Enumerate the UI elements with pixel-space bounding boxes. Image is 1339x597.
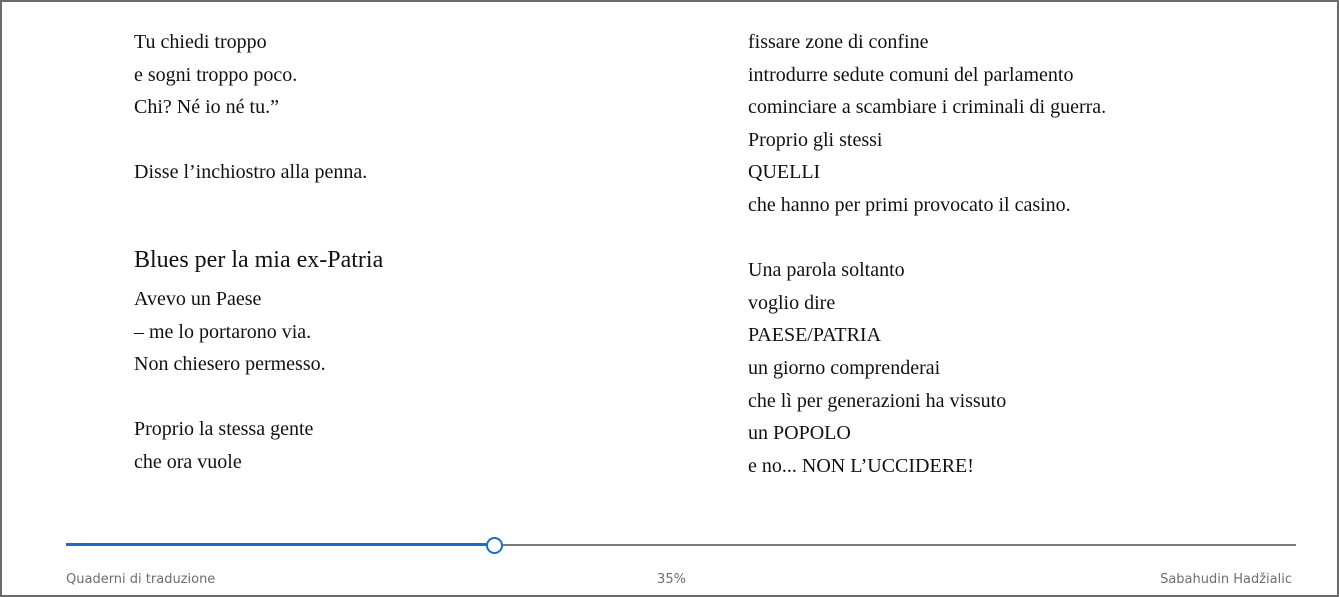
poem-line: un POPOLO <box>748 422 851 445</box>
poem-line: che ora vuole <box>134 450 242 473</box>
progress-fill <box>66 543 494 546</box>
poem-line: fissare zone di confine <box>748 31 929 53</box>
poem-line: e sogni troppo poco. <box>134 63 298 86</box>
poem-line: Una parola soltanto <box>748 259 905 282</box>
book-title: Quaderni di traduzione <box>66 572 216 587</box>
right-page <box>748 26 1268 482</box>
poem-line: Disse l’inchiostro alla penna. <box>134 161 368 184</box>
poem-line: QUELLI <box>748 161 821 184</box>
author-name: Sabahudin Hadžialic <box>1160 572 1292 587</box>
poem-line: che lì per generazioni ha vissuto <box>748 389 1007 412</box>
poem-line: PAESE/PATRIA <box>748 324 882 347</box>
poem-line: che hanno per primi provocato il casino. <box>748 193 1071 216</box>
poem-line: un giorno comprenderai <box>748 356 941 379</box>
poem-title: Blues per la mia ex-Patria <box>134 246 384 273</box>
poem-line: Proprio gli stessi <box>748 128 883 151</box>
poem-line: Tu chiedi troppo <box>134 31 267 53</box>
poem-line: cominciare a scambiare i criminali di guerra. <box>748 96 1107 119</box>
progress-thumb[interactable] <box>486 537 503 554</box>
left-page <box>134 26 654 479</box>
poem-line: Non chiesero permesso. <box>134 353 326 376</box>
poem-line: Chi? Né io né tu.” <box>134 96 279 119</box>
reading-progress-slider[interactable] <box>66 535 1296 555</box>
poem-line: Proprio la stessa gente <box>134 418 314 441</box>
poem-line: introdurre sedute comuni del parlamento <box>748 63 1074 86</box>
poem-line: voglio dire <box>748 291 836 314</box>
progress-percent: 35% <box>657 572 686 587</box>
poem-line: e no... NON L’UCCIDERE! <box>748 454 974 477</box>
poem-line: – me lo portarono via. <box>134 320 312 343</box>
poem-line: Avevo un Paese <box>134 287 262 310</box>
